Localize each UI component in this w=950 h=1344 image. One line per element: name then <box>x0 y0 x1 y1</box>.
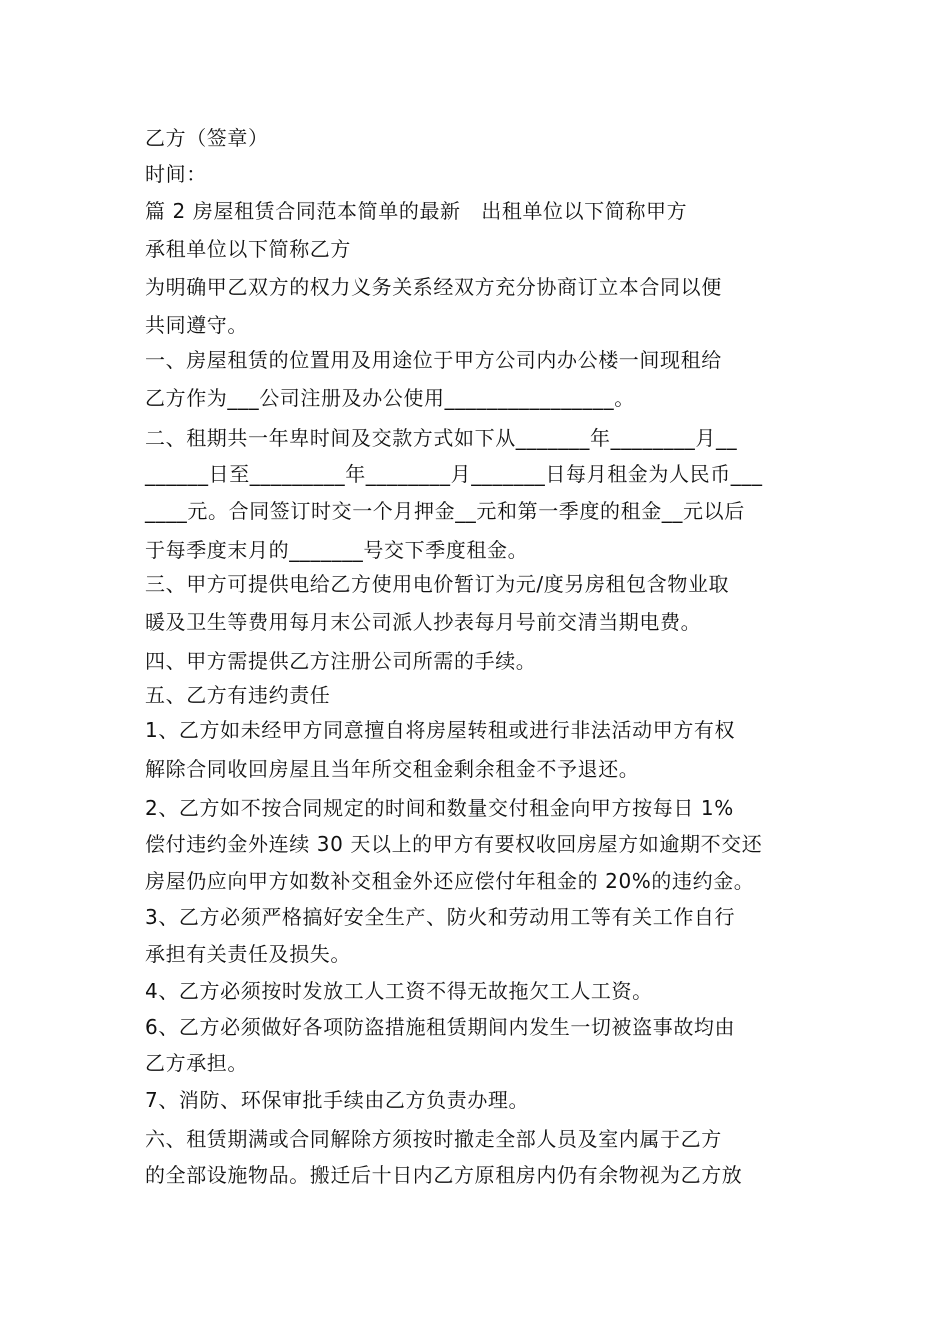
text-line: 暖及卫生等费用每月末公司派人抄表每月号前交清当期电费。 <box>145 610 702 634</box>
clause-1: 一、房屋租赁的位置用及用途位于甲方公司内办公楼一间现租给 <box>145 348 722 372</box>
item-1: 1、乙方如未经甲方同意擅自将房屋转租或进行非法活动甲方有权 <box>145 718 736 742</box>
text-line: 共同遵守。 <box>145 313 248 337</box>
text-line: 解除合同收回房屋且当年所交租金剩余租金不予退还。 <box>145 757 640 781</box>
text-line: ____元。合同签订时交一个月押金__元和第一季度的租金__元以后 <box>145 499 745 523</box>
text-line: 偿付违约金外连续 30 天以上的甲方有要权收回房屋方如逾期不交还 <box>145 832 763 856</box>
clause-3: 三、甲方可提供电给乙方使用电价暂订为元/度另房租包含物业取 <box>145 572 730 596</box>
text-line: 承担有关责任及损失。 <box>145 942 351 966</box>
signature-b-line: 乙方（签章） <box>145 126 269 150</box>
text-line: 乙方承担。 <box>145 1051 248 1075</box>
clause-4: 四、甲方需提供乙方注册公司所需的手续。 <box>145 649 537 673</box>
item-7: 7、消防、环保审批手续由乙方负责办理。 <box>145 1088 530 1112</box>
section-title: 篇 2 房屋租赁合同范本简单的最新 出租单位以下简称甲方 <box>145 199 688 223</box>
item-6: 6、乙方必须做好各项防盗措施租赁期间内发生一切被盗事故均由 <box>145 1015 736 1039</box>
item-2: 2、乙方如不按合同规定的时间和数量交付租金向甲方按每日 1% <box>145 796 734 820</box>
text-line: 房屋仍应向甲方如数补交租金外还应偿付年租金的 20%的违约金。 <box>145 869 755 893</box>
text-line: 的全部设施物品。搬迁后十日内乙方原租房内仍有余物视为乙方放 <box>145 1163 743 1187</box>
text-line: ______日至_________年________月_______日每月租金为人民币___ <box>145 462 763 486</box>
clause-6: 六、租赁期满或合同解除方须按时撤走全部人员及室内属于乙方 <box>145 1127 722 1151</box>
clause-2: 二、租期共一年卑时间及交款方式如下从_______年________月__ <box>145 426 738 450</box>
item-4: 4、乙方必须按时发放工人工资不得无故拖欠工人工资。 <box>145 979 653 1003</box>
clause-5: 五、乙方有违约责任 <box>145 683 331 707</box>
text-line: 为明确甲乙双方的权力义务关系经双方充分协商订立本合同以便 <box>145 275 722 299</box>
text-line: 于每季度末月的_______号交下季度租金。 <box>145 538 529 562</box>
text-line: 承租单位以下简称乙方 <box>145 237 351 261</box>
text-line: 乙方作为___公司注册及办公使用________________。 <box>145 386 635 410</box>
item-3: 3、乙方必须严格搞好安全生产、防火和劳动用工等有关工作自行 <box>145 905 736 929</box>
date-line: 时间： <box>145 162 207 186</box>
